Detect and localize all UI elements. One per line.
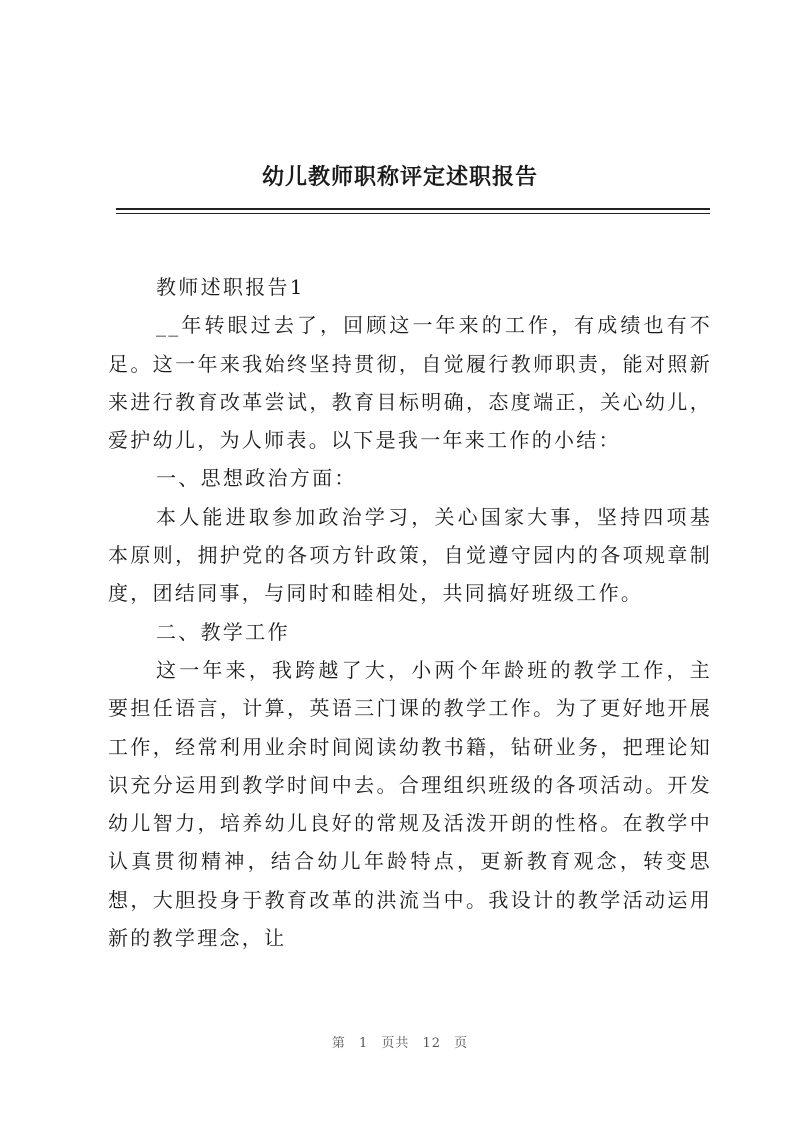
paragraph: 这一年来，我跨越了大，小两个年龄班的教学工作，主要担任语言，计算，英语三门课的教学工作。为了更好地开展工作，经常利用业余时间阅读幼教书籍，钻研业务，把理论知识充分运用到教学时间中去。合理组织班级的各项活动。开发幼儿智力，培养幼儿良好的常规及活泼开朗的性格。在教学中认真贯彻精神，结合幼儿年龄特点，更新教育观念，转变思想，大胆投身于教育改革的洪流当中。我设计的教学活动运用新的教学理念，让 — [108, 657, 712, 951]
document-title: 幼儿教师职称评定述职报告 — [261, 164, 538, 190]
title-underline-thick — [116, 208, 710, 210]
page-footer: 第 1 页共 12 页 — [331, 1036, 469, 1051]
title-underline-thin — [116, 213, 710, 214]
section-heading: 一、思想政治方面： — [156, 466, 357, 491]
section-heading: 教师述职报告1 — [156, 275, 305, 299]
section-heading: 二、教学工作 — [156, 619, 290, 644]
document-body — [108, 268, 712, 957]
paragraph: 本人能进取参加政治学习，关心国家大事，坚持四项基本原则，拥护党的各项方针政策，自觉遵守园内的各项规章制度，团结同事，与同时和睦相处，共同搞好班级工作。 — [108, 504, 712, 606]
paragraph: __年转眼过去了，回顾这一年来的工作，有成绩也有不足。这一年来我始终坚持贯彻，自觉履行教师职责，能对照新来进行教育改革尝试，教育目标明确，态度端正，关心幼儿，爱护幼儿，为人师表。以下是我一年来工作的小结： — [108, 313, 712, 453]
